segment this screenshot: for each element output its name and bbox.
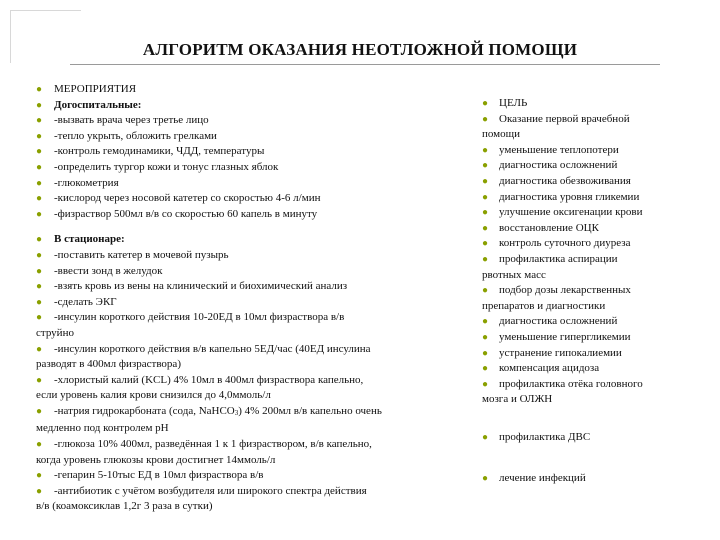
list-item bbox=[482, 377, 718, 393]
list-item bbox=[36, 129, 441, 145]
item-text: -инсулин короткого действия 10-20ЕД в 10мл физраствора в/в bbox=[54, 311, 345, 324]
list-item bbox=[36, 404, 441, 422]
bullet-icon: ● bbox=[36, 374, 43, 386]
bullet-icon: ● bbox=[36, 312, 43, 324]
list-item bbox=[482, 221, 718, 237]
item-text: -хлористый калий (KCL) 4% 10мл в 400мл физраствора капельно, bbox=[54, 373, 364, 386]
list-item bbox=[482, 346, 718, 362]
list-item bbox=[36, 248, 441, 264]
list-item bbox=[36, 264, 441, 280]
bullet-icon: ● bbox=[36, 177, 43, 189]
item-text: уменьшение гипергликемии bbox=[499, 330, 631, 343]
item-text: подбор дозы лекарственных bbox=[499, 284, 631, 297]
list-item bbox=[36, 310, 441, 326]
list-item bbox=[482, 143, 718, 159]
bullet-icon: ● bbox=[36, 99, 43, 111]
prehospital-heading: Догоспитальные: bbox=[54, 98, 142, 111]
list-item bbox=[482, 471, 718, 487]
list-item bbox=[36, 295, 441, 311]
bullet-icon: ● bbox=[482, 222, 489, 234]
item-text: компенсация ацидоза bbox=[499, 362, 600, 375]
item-text: -тепло укрыть, обложить грелками bbox=[54, 129, 217, 142]
measures-heading: МЕРОПРИЯТИЯ bbox=[54, 83, 137, 95]
item-text: -поставить катетер в мочевой пузырь bbox=[54, 248, 229, 261]
bullet-icon: ● bbox=[36, 296, 43, 308]
spacer bbox=[482, 445, 718, 471]
bullet-icon: ● bbox=[482, 253, 489, 265]
item-text: -сделать ЭКГ bbox=[54, 295, 117, 308]
bullet-icon: ● bbox=[482, 113, 489, 125]
list-item bbox=[36, 191, 441, 207]
list-item bbox=[36, 484, 441, 500]
subscript: 3 bbox=[234, 408, 239, 417]
list-item bbox=[482, 112, 718, 128]
spacer bbox=[36, 222, 441, 232]
list-item bbox=[36, 373, 441, 389]
list-item-continuation: если уровень калия крови снизился до 4,0ммоль/л bbox=[36, 389, 271, 402]
list-item bbox=[36, 176, 441, 192]
item-text: -кислород через носовой катетер со скоростью 4-6 л/мин bbox=[54, 192, 321, 205]
item-text: улучшение оксигенации крови bbox=[499, 206, 643, 219]
list-item bbox=[36, 113, 441, 129]
bullet-icon: ● bbox=[482, 191, 489, 203]
goals-column bbox=[482, 96, 718, 487]
list-item-continuation: препаратов и диагностики bbox=[482, 299, 606, 312]
bullet-icon: ● bbox=[36, 146, 43, 158]
bullet-icon: ● bbox=[482, 175, 489, 187]
item-text: -определить тургор кожи и тонус глазных яблок bbox=[54, 160, 279, 173]
bullet-icon: ● bbox=[36, 249, 43, 261]
item-text: -глюкометрия bbox=[54, 176, 119, 189]
item-text: диагностика осложнений bbox=[499, 159, 618, 172]
bullet-icon: ● bbox=[482, 347, 489, 359]
bullet-icon: ● bbox=[36, 193, 43, 205]
bullet-icon: ● bbox=[36, 234, 43, 246]
list-item bbox=[36, 98, 441, 114]
item-text: -вызвать врача через третье лицо bbox=[54, 114, 209, 127]
list-item bbox=[482, 252, 718, 268]
bullet-icon: ● bbox=[36, 208, 43, 220]
bullet-icon: ● bbox=[482, 98, 489, 109]
bullet-icon: ● bbox=[36, 265, 43, 277]
item-text: -инсулин короткого действия в/в капельно 5ЕД/час (40ЕД инсулина bbox=[54, 342, 371, 355]
item-text: профилактика отёка головного bbox=[499, 377, 643, 390]
list-item-continuation: рвотных масс bbox=[482, 268, 546, 281]
list-item bbox=[482, 314, 718, 330]
list-item bbox=[482, 174, 718, 190]
spacer bbox=[482, 408, 718, 430]
bullet-icon: ● bbox=[482, 363, 489, 375]
list-item bbox=[36, 207, 441, 223]
list-item bbox=[482, 330, 718, 346]
list-item bbox=[482, 283, 718, 299]
bullet-icon: ● bbox=[482, 160, 489, 172]
bullet-icon: ● bbox=[36, 115, 43, 127]
goal-heading: ЦЕЛЬ bbox=[499, 97, 528, 109]
bullet-icon: ● bbox=[482, 144, 489, 156]
page-title: АЛГОРИТМ ОКАЗАНИЯ НЕОТЛОЖНОЙ ПОМОЩИ bbox=[142, 40, 578, 59]
bullet-icon: ● bbox=[482, 238, 489, 250]
bullet-icon: ● bbox=[36, 470, 43, 482]
item-text: -натрия гидрокарбоната (сода, NaHCO bbox=[54, 404, 235, 417]
list-item-continuation: разводят в 400мл физраствора) bbox=[36, 358, 181, 371]
hospital-heading: В стационаре: bbox=[54, 233, 125, 246]
item-text: -взять кровь из вены на клинический и биохимический анализ bbox=[54, 280, 348, 293]
list-item bbox=[36, 232, 441, 248]
list-item bbox=[482, 430, 718, 446]
bullet-icon: ● bbox=[36, 161, 43, 173]
bullet-icon: ● bbox=[36, 84, 43, 95]
bullet-icon: ● bbox=[36, 439, 43, 451]
list-item-continuation: мозга и ОЛЖН bbox=[482, 393, 553, 406]
list-item bbox=[482, 236, 718, 252]
item-text: профилактика ДВС bbox=[499, 430, 591, 443]
list-item-continuation: струйно bbox=[36, 326, 74, 339]
bullet-icon: ● bbox=[482, 207, 489, 219]
item-text: ) 4% 200мл в/в капельно очень bbox=[238, 404, 382, 417]
list-item-continuation: медленно под контролем pH bbox=[36, 422, 169, 435]
title-underline bbox=[70, 64, 660, 65]
item-text: профилактика аспирации bbox=[499, 252, 618, 265]
item-text: контроль суточного диуреза bbox=[499, 237, 631, 250]
bullet-icon: ● bbox=[36, 485, 43, 497]
item-text: диагностика осложнений bbox=[499, 315, 618, 328]
item-text: -физраствор 500мл в/в со скоростью 60 капель в минуту bbox=[54, 207, 318, 220]
item-text: -антибиотик с учётом возбудителя или широкого спектра действия bbox=[54, 484, 367, 497]
list-item bbox=[482, 158, 718, 174]
item-text: -ввести зонд в желудок bbox=[54, 264, 163, 277]
list-item-continuation: в/в (коамоксиклав 1,2г 3 раза в сутки) bbox=[36, 500, 213, 513]
list-item bbox=[36, 144, 441, 160]
item-text: диагностика обезвоживания bbox=[499, 174, 631, 187]
bullet-icon: ● bbox=[482, 285, 489, 297]
list-item-continuation: когда уровень глюкозы крови достигнет 14ммоль/л bbox=[36, 453, 276, 466]
item-text: -контроль гемодинамики, ЧДД, температуры bbox=[54, 145, 265, 158]
list-item bbox=[482, 96, 718, 112]
list-item bbox=[36, 82, 441, 98]
bullet-icon: ● bbox=[36, 343, 43, 355]
item-text: диагностика уровня гликемии bbox=[499, 190, 640, 203]
bullet-icon: ● bbox=[36, 281, 43, 293]
list-item-continuation: помощи bbox=[482, 128, 520, 141]
list-item bbox=[482, 205, 718, 221]
list-item bbox=[36, 437, 441, 453]
bullet-icon: ● bbox=[482, 378, 489, 390]
item-text: восстановление ОЦК bbox=[499, 221, 599, 234]
bullet-icon: ● bbox=[36, 130, 43, 142]
item-text: уменьшение теплопотери bbox=[499, 143, 619, 156]
list-item bbox=[36, 160, 441, 176]
measures-column bbox=[36, 82, 441, 515]
item-text: устранение гипокалиемии bbox=[499, 346, 622, 359]
bullet-icon: ● bbox=[482, 473, 489, 485]
bullet-icon: ● bbox=[36, 405, 43, 417]
bullet-icon: ● bbox=[482, 316, 489, 328]
bullet-icon: ● bbox=[482, 331, 489, 343]
item-text: Оказание первой врачебной bbox=[499, 112, 630, 125]
list-item bbox=[36, 342, 441, 358]
item-text: лечение инфекций bbox=[499, 472, 586, 485]
item-text: -глюкоза 10% 400мл, разведённая 1 к 1 физраствором, в/в капельно, bbox=[54, 438, 372, 451]
list-item bbox=[482, 190, 718, 206]
item-text: -гепарин 5-10тыс ЕД в 10мл физраствора в/в bbox=[54, 469, 264, 482]
list-item bbox=[36, 468, 441, 484]
list-item bbox=[482, 361, 718, 377]
list-item bbox=[36, 279, 441, 295]
bullet-icon: ● bbox=[482, 431, 489, 443]
